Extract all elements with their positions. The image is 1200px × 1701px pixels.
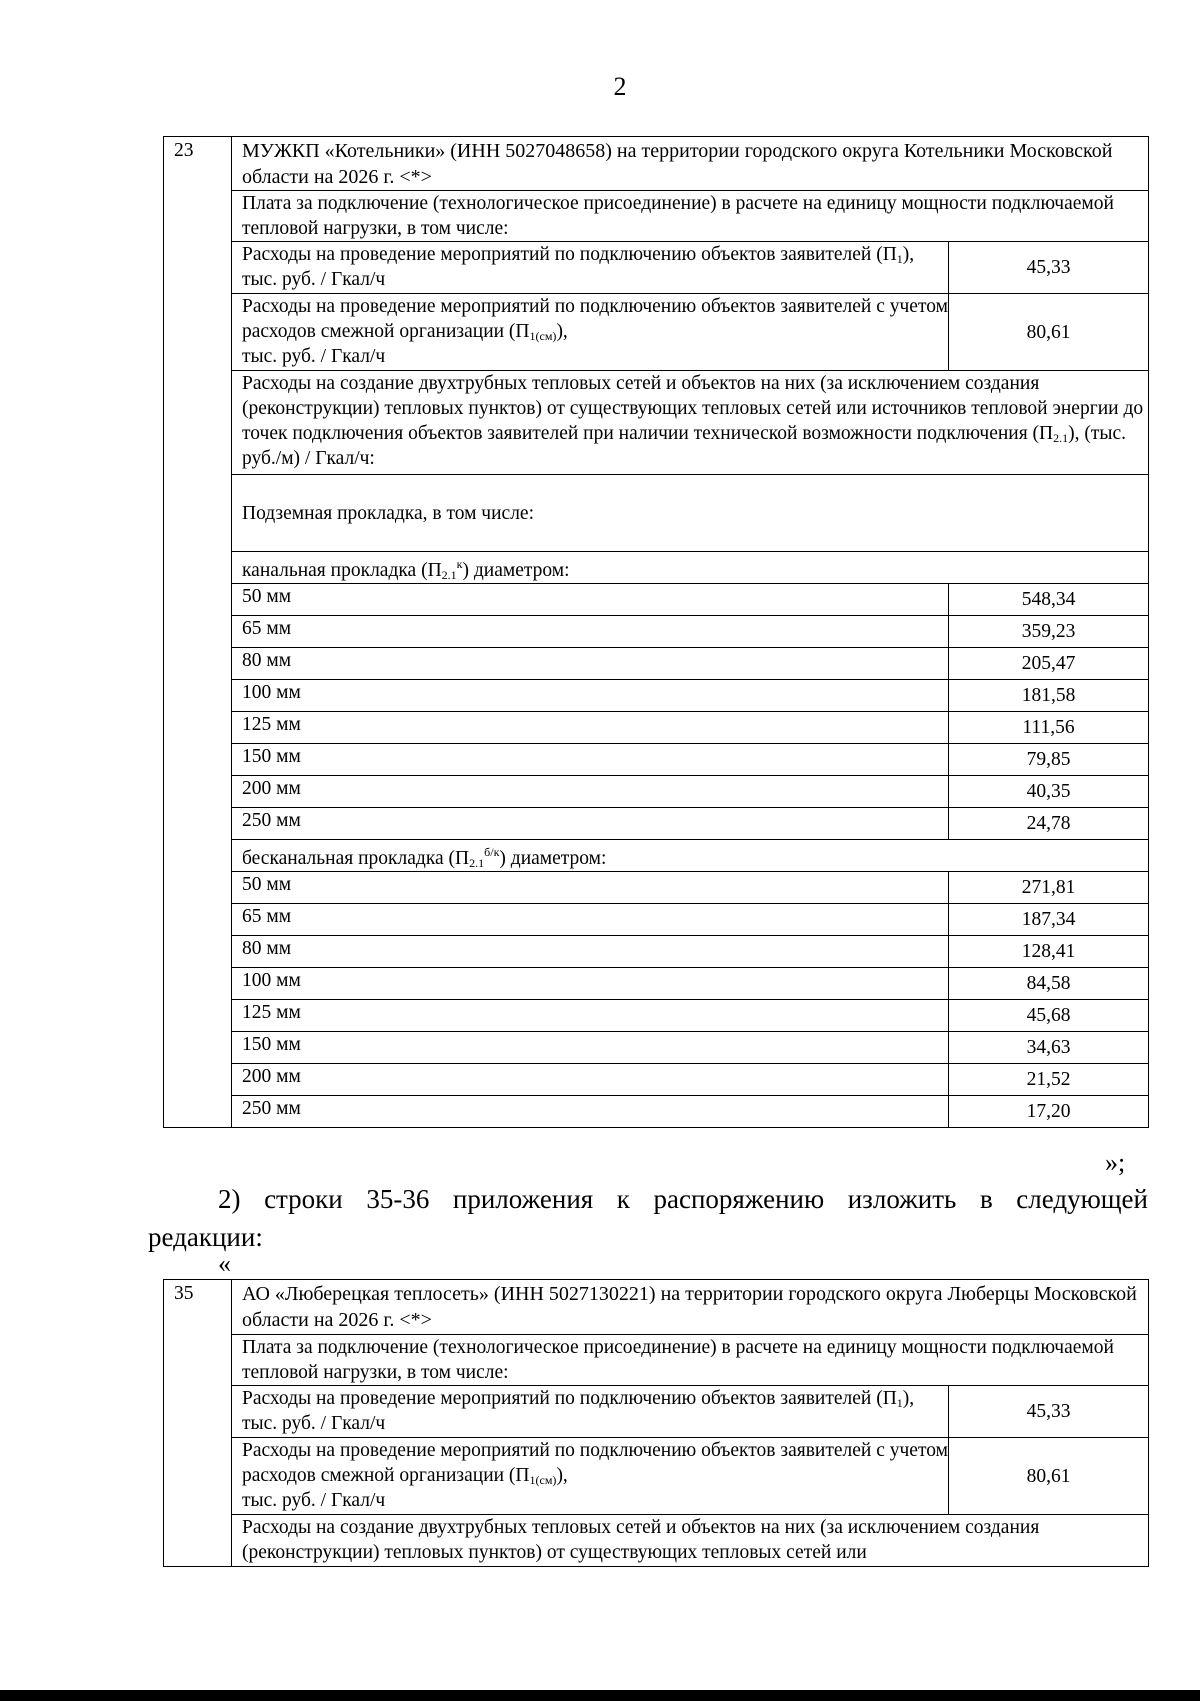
- value-cell: 359,23: [949, 616, 1149, 648]
- table-row: [164, 1335, 1149, 1386]
- value-cell: 128,41: [949, 936, 1149, 968]
- table-row: [164, 242, 1149, 294]
- value-cell: 24,78: [949, 808, 1149, 840]
- p21-header: Расходы на создание двухтрубных тепловых сетей и объектов на них (за исключением создания (реконструкции) тепловых пунктов) от существующих тепловых сетей или источников тепловой энергии до точек подключения объектов заявителей при наличии технической возможности подключения $(П_{2.1})$, (тыс. руб./м) / Гкал/ч:: [232, 371, 1149, 475]
- table-row: [164, 1438, 1149, 1515]
- row-number-cell: 35: [164, 1280, 232, 1567]
- table-row: [164, 744, 1149, 776]
- value-cell: 181,58: [949, 680, 1149, 712]
- table-row: [164, 1064, 1149, 1096]
- value-cell: 271,81: [949, 872, 1149, 904]
- table-row: [164, 616, 1149, 648]
- value-cell: 17,20: [949, 1096, 1149, 1128]
- p1-value: 45,33: [949, 242, 1149, 294]
- table-row: [164, 712, 1149, 744]
- channelless-label: бесканальная прокладка $(П_{2.1}^{б/к})$ диаметром:: [232, 840, 1149, 872]
- value-cell: 187,34: [949, 904, 1149, 936]
- diameter-cell: 200 мм: [232, 776, 949, 808]
- value-cell: 40,35: [949, 776, 1149, 808]
- p1-value: 45,33: [949, 1386, 1149, 1438]
- diameter-cell: 150 мм: [232, 744, 949, 776]
- diameter-cell: 150 мм: [232, 1032, 949, 1064]
- table-row: [164, 1386, 1149, 1438]
- p1cm-value: 80,61: [949, 1438, 1149, 1515]
- channel-label: канальная прокладка $(П_{2.1}^к)$ диаметром:: [232, 552, 1149, 584]
- table-row: [164, 872, 1149, 904]
- table-row: [164, 191, 1149, 242]
- organization-title: АО «Люберецкая теплосеть» (ИНН 5027130221) на территории городского округа Люберцы Московской области на 2026 г. <*>: [232, 1280, 1149, 1335]
- diameter-cell: 125 мм: [232, 712, 949, 744]
- diameter-cell: 50 мм: [232, 584, 949, 616]
- table-row: [164, 1280, 1149, 1335]
- value-cell: 84,58: [949, 968, 1149, 1000]
- diameter-cell: 250 мм: [232, 1096, 949, 1128]
- underground-label: Подземная прокладка, в том числе:: [232, 475, 1149, 552]
- value-cell: 21,52: [949, 1064, 1149, 1096]
- diameter-cell: 50 мм: [232, 872, 949, 904]
- table-row: [164, 137, 1149, 191]
- tariff-table-row-23: [163, 136, 1149, 1128]
- value-cell: 34,63: [949, 1032, 1149, 1064]
- diameter-cell: 125 мм: [232, 1000, 949, 1032]
- tariff-table-row-35: [163, 1279, 1149, 1567]
- diameter-cell: 80 мм: [232, 936, 949, 968]
- opening-quote: «: [218, 1249, 231, 1278]
- fee-header: Плата за подключение (технологическое присоединение) в расчете на единицу мощности подключаемой тепловой нагрузки, в том числе:: [232, 1335, 1149, 1386]
- page-number: 2: [613, 72, 627, 101]
- diameter-cell: 100 мм: [232, 968, 949, 1000]
- value-cell: 45,68: [949, 1000, 1149, 1032]
- p1-label: Расходы на проведение мероприятий по подключению объектов заявителей $(П_1)$, тыс. руб. / Гкал/ч: [232, 242, 949, 294]
- fee-header: Плата за подключение (технологическое присоединение) в расчете на единицу мощности подключаемой тепловой нагрузки, в том числе:: [232, 191, 1149, 242]
- diameter-cell: 80 мм: [232, 648, 949, 680]
- paragraph-line-1: 2) строки 35-36 приложения к распоряжению изложить в следующей: [218, 1184, 1148, 1214]
- table-row: [164, 776, 1149, 808]
- table-row: [164, 936, 1149, 968]
- closing-quote: »;: [1105, 1148, 1126, 1177]
- table-row: [164, 808, 1149, 840]
- amendment-paragraph: [148, 1180, 1148, 1256]
- value-cell: 548,34: [949, 584, 1149, 616]
- p1cm-label: Расходы на проведение мероприятий по подключению объектов заявителей с учетом расходов смежной организации $(П_{1(см)})$, тыс. руб. / Гкал/ч: [232, 1438, 949, 1515]
- table-row: [164, 475, 1149, 552]
- p1cm-value: 80,61: [949, 294, 1149, 371]
- table-row: [164, 294, 1149, 371]
- paragraph-line-2: редакции:: [148, 1222, 263, 1252]
- p1cm-label: Расходы на проведение мероприятий по подключению объектов заявителей с учетом расходов смежной организации $(П_{1(см)})$, тыс. руб. / Гкал/ч: [232, 294, 949, 371]
- diameter-cell: 65 мм: [232, 904, 949, 936]
- table-row: [164, 840, 1149, 872]
- row-number-cell: 23: [164, 137, 232, 1128]
- p1-label: Расходы на проведение мероприятий по подключению объектов заявителей $(П_1)$, тыс. руб. / Гкал/ч: [232, 1386, 949, 1438]
- table-row: [164, 371, 1149, 475]
- table-row: [164, 680, 1149, 712]
- table-row: [164, 552, 1149, 584]
- table-row: [164, 648, 1149, 680]
- p21-header-partial: Расходы на создание двухтрубных тепловых сетей и объектов на них (за исключением создания (реконструкции) тепловых пунктов) от существующих тепловых сетей или: [232, 1515, 1149, 1567]
- value-cell: 205,47: [949, 648, 1149, 680]
- table-row: [164, 1096, 1149, 1128]
- scan-border: [0, 1690, 1200, 1701]
- table-row: [164, 1515, 1149, 1567]
- table-row: [164, 1032, 1149, 1064]
- diameter-cell: 100 мм: [232, 680, 949, 712]
- table-row: [164, 584, 1149, 616]
- organization-title: МУЖКП «Котельники» (ИНН 5027048658) на территории городского округа Котельники Московской области на 2026 г. <*>: [232, 137, 1149, 191]
- value-cell: 79,85: [949, 744, 1149, 776]
- diameter-cell: 250 мм: [232, 808, 949, 840]
- table-row: [164, 904, 1149, 936]
- value-cell: 111,56: [949, 712, 1149, 744]
- diameter-cell: 200 мм: [232, 1064, 949, 1096]
- table-row: [164, 968, 1149, 1000]
- diameter-cell: 65 мм: [232, 616, 949, 648]
- table-row: [164, 1000, 1149, 1032]
